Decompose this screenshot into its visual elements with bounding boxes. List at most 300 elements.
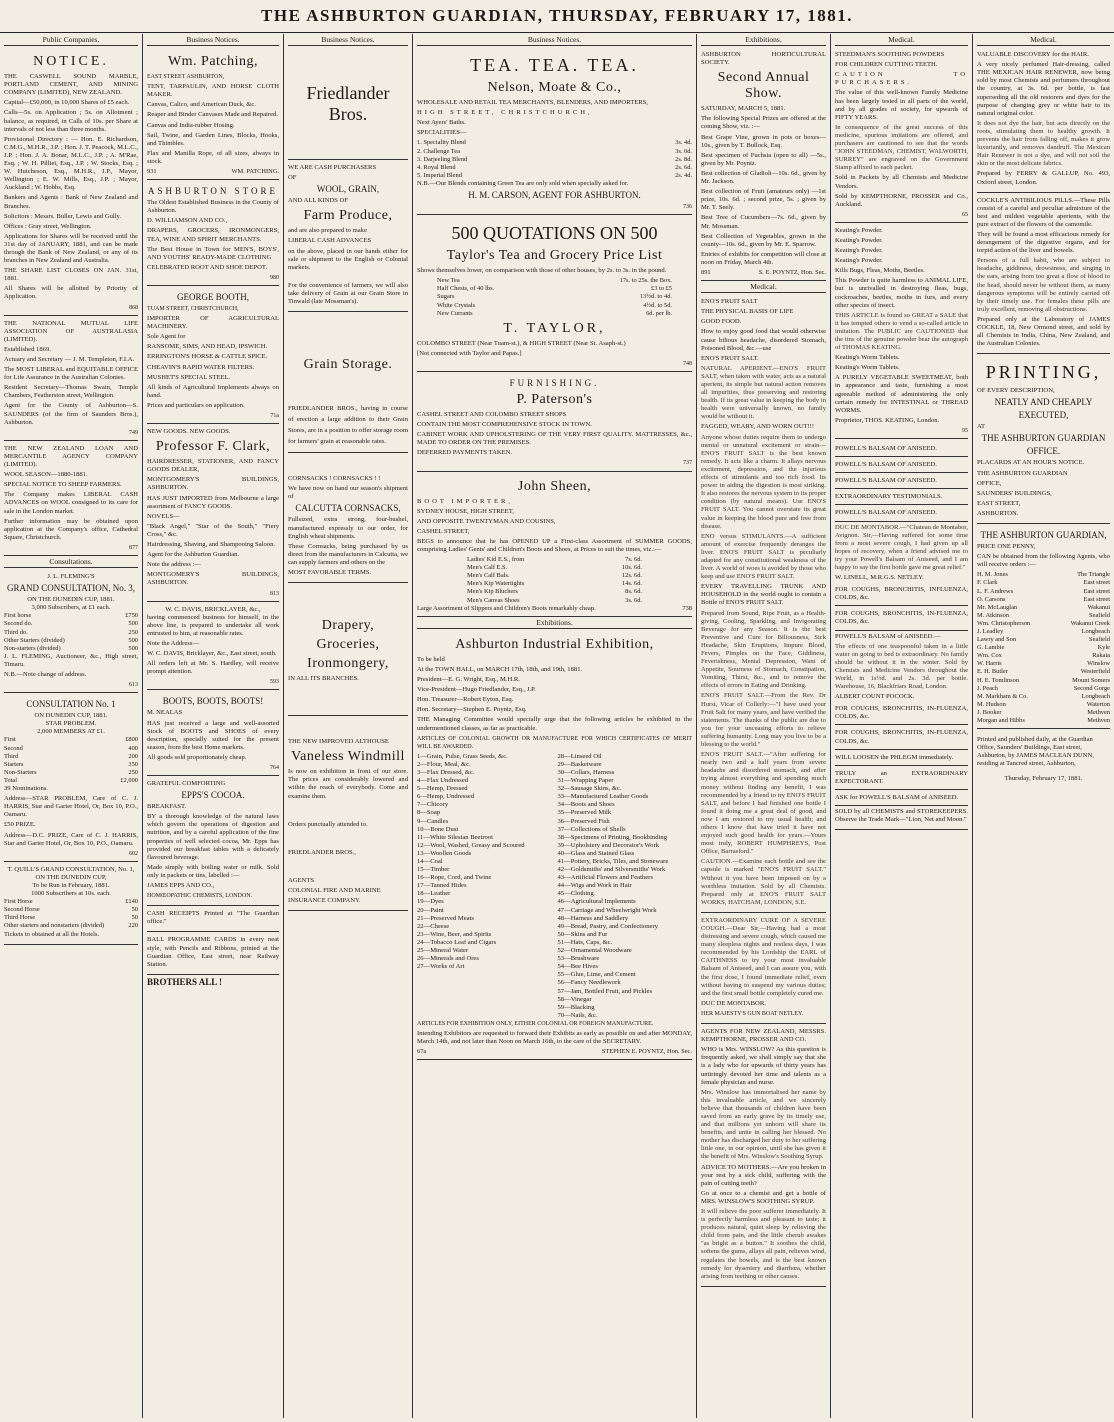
ad-text: SPECIAL NOTICE TO SHEEP FARMERS. bbox=[4, 481, 122, 489]
prize-amount: 50 bbox=[131, 914, 138, 922]
ad-title: John Sheen, bbox=[517, 478, 592, 494]
ad-text: At the TOWN HALL, on MARCH 17th, 18th, and 19th, 1881. bbox=[417, 665, 583, 673]
column-header: Medical. bbox=[977, 36, 1110, 46]
ad-text: ASHBURTON. bbox=[977, 509, 1019, 517]
ad-title: Wm. Patching, bbox=[167, 54, 259, 70]
ad-title: BOOTS, BOOTS, BOOTS! bbox=[162, 696, 264, 707]
price-value: 14s. 6d. bbox=[621, 580, 642, 588]
price-value: 12s. 6d. bbox=[621, 572, 642, 580]
ad-text: We have now on hand our season's shipment of bbox=[288, 485, 408, 501]
list-item: 52—Ornamental Woodware bbox=[557, 947, 632, 955]
list-item: 51—Hats, Caps, &c. bbox=[557, 938, 613, 946]
list-item: 55—Glue, Lime, and Cement bbox=[557, 971, 636, 979]
list-item: 38—Specimens of Printing, Bookbinding bbox=[557, 833, 668, 841]
agents-list bbox=[977, 571, 1110, 725]
ad-text: TUAM STREET, CHRISTCHURCH, bbox=[147, 305, 239, 312]
ad-title: EPPS'S COCOA. bbox=[181, 790, 245, 801]
ad-text: Calls—5s. on Application ; 5s. on Allotment ; balance, as required, in Calls of 10s. per Share at intervals of not less than three months. bbox=[4, 109, 138, 133]
list-item: 21—Preserved Meats bbox=[417, 914, 474, 922]
agent-place: Kyle bbox=[1097, 644, 1110, 652]
agent-name: M. Hudson bbox=[977, 700, 1006, 708]
column-medical-2 bbox=[973, 36, 1114, 1416]
ad-text: All goods sold proportionately cheap. bbox=[147, 753, 247, 761]
ad-title: CONSULTATION No. 1 bbox=[26, 699, 116, 710]
prize-label: Second Horse bbox=[4, 906, 40, 914]
list-item: 1—Grain, Pulse, Grass Seeds, &c. bbox=[417, 752, 508, 760]
ad-text: Prepared only at the Laboratory of JAMES COCKLE, 18, New Ormond street, and sold by all Chemists in India, China, New Zealand, and the Australian Colonies. bbox=[977, 315, 1110, 348]
column-header: Exhibitions. bbox=[701, 36, 826, 46]
ad-text: TENT, TARPAULIN, AND HORSE CLOTH MAKER. bbox=[147, 83, 279, 99]
ad-title: Ironmongery, bbox=[307, 656, 389, 672]
agent-name: J. Leadley bbox=[977, 627, 1004, 635]
prize-label: Total bbox=[4, 776, 18, 784]
agent-name: Wm. Christopherson bbox=[977, 619, 1031, 627]
ad-text: CABINET WORK AND UPHOLSTERING OF THE VERY FIRST QUALITY. MATTRESSES, &c., MADE TO ORDER ON THE PREMISES. bbox=[417, 431, 692, 447]
price-value: 10s. 6d. bbox=[621, 564, 642, 572]
list-item: 56—Fancy Needlework bbox=[557, 979, 621, 987]
ad-text: AND OPPOSITE TWENTYMAN AND COUSINS, bbox=[417, 517, 556, 525]
ad-cash-receipts bbox=[147, 908, 279, 932]
ad-text: ERRINGTON'S HORSE & CATTLE SPICE. bbox=[147, 353, 268, 361]
imprint-text: Printed and published daily, at the Guardian Office, Saunders' Buildings, East street, Ashburton, by JAMES MACLEAN DUNN, residing at Tancred street, Ashburton, bbox=[977, 735, 1094, 767]
ad-title: Keating's Powder. bbox=[835, 257, 883, 265]
agent-place: East street bbox=[1083, 587, 1110, 595]
price-value: 3s. 4d. bbox=[675, 139, 692, 147]
ad-number: 737 bbox=[683, 460, 692, 467]
ad-text: How to enjoy good food that would otherwise cause bilious headache, disordered Stomach, Poisoned Blood, &c.—use bbox=[701, 328, 826, 352]
prize-label: First Horse bbox=[4, 898, 33, 906]
ad-title: ASHBURTON STORE bbox=[148, 186, 278, 197]
ad-title: T. QUILL'S GRAND CONSULTATION, No. 1, bbox=[7, 865, 135, 873]
ad-number: 877 bbox=[129, 544, 138, 551]
price-value: 3s. 6d. bbox=[625, 596, 642, 604]
agent-name: J. Peach bbox=[977, 684, 998, 692]
list-item: 6—Hemp, Undressed bbox=[417, 793, 475, 801]
ad-title: Second Annual Show. bbox=[717, 70, 810, 102]
agent-row bbox=[977, 660, 1110, 668]
ad-text: The Company makes LIBERAL CASH ADVANCES on WOOL consigned to its care for sale in the London market. bbox=[4, 491, 138, 515]
ad-text: To be held bbox=[417, 655, 445, 663]
ad-drapery bbox=[288, 585, 408, 716]
ad-text: N.B.—Note change of address. bbox=[4, 671, 87, 678]
list-item: 54—Bee Hives bbox=[557, 963, 598, 971]
ad-text: To be Run in February, 1881. bbox=[32, 881, 110, 889]
agent-row bbox=[977, 628, 1110, 636]
ad-text: Address—D.C. PRIZE, Care of C. J. HARRIS, Star and Garter Hotel, Or, Box 10, P.O., Oamaru. bbox=[4, 831, 138, 847]
ad-title: T. TAYLOR, bbox=[503, 320, 606, 336]
ad-nelson-moate-tea bbox=[417, 49, 692, 215]
prize-amount: £800 bbox=[125, 736, 138, 744]
ad-title: POWELL'S BALSAM of ANISEED.— bbox=[835, 632, 941, 640]
ad-text: OFFICE. bbox=[1026, 446, 1061, 457]
ad-text: FAGGED, WEARY, AND WORN OUT!!! bbox=[701, 423, 815, 431]
agent-name: Lawry and Son bbox=[977, 636, 1017, 644]
ad-text: N.B.—Our Blends containing Green Tea are only sold when specially asked for. bbox=[417, 179, 629, 187]
prize-label: Other Starters (divided) bbox=[4, 636, 65, 644]
ad-text: Flax and Manilla Rope, of all sizes, always in stock. bbox=[147, 149, 279, 165]
ad-text: NOVELS— bbox=[147, 512, 180, 520]
list-item: 25—Mineral Water bbox=[417, 947, 469, 955]
ad-text: 1000 Subscribers at 10s. each. bbox=[31, 890, 111, 898]
ad-number: 764 bbox=[270, 765, 279, 771]
list-item: 32—Sausage Skins, &c. bbox=[557, 785, 622, 793]
ad-title: Nelson, Moate & Co., bbox=[487, 80, 622, 96]
agent-place: Winslow bbox=[1087, 660, 1110, 668]
price-value: 17s. to 25s. the Box. bbox=[619, 277, 672, 285]
column-public-companies bbox=[0, 36, 142, 1416]
ad-text: J. L. FLEMING, Auctioneer, &c., High street, Timaru. bbox=[4, 652, 138, 668]
ad-text: Orders punctually attended to. bbox=[288, 820, 368, 828]
ad-title: FOR COUGHS, BRONCHITIS, INFLUENZA, COLDS, &c. bbox=[835, 584, 968, 606]
list-item: 17—Tanned Hides bbox=[417, 882, 467, 890]
list-item: 11—White Silesian Beetroot bbox=[417, 833, 493, 841]
ad-text: Agent for the Ashburton Guardian. bbox=[147, 551, 240, 559]
ad-caswell-sound bbox=[4, 49, 138, 316]
price-item: 3. Darjeeling Blend bbox=[417, 155, 468, 163]
ad-title: 500 QUOTATIONS ON 500 bbox=[451, 223, 658, 244]
agent-name: G. Lambie bbox=[977, 644, 1005, 652]
ad-text: IMPORTER OF AGRICULTURAL MACHINERY. bbox=[147, 315, 279, 331]
list-item: 45—Clothing bbox=[557, 890, 594, 898]
price-value: 2s. 6d. bbox=[675, 163, 692, 171]
ad-text: Best specimen of Fuchsia (open to all) —5s., given by Mr. Poyntz. bbox=[701, 151, 826, 167]
price-item: New Tea bbox=[437, 277, 460, 285]
agent-place: East street bbox=[1083, 579, 1110, 587]
ad-text: Go at once to a chemist and get a bottle of MRS. WINSLOW'S SOOTHING SYRUP. bbox=[701, 1189, 826, 1205]
ad-title: TEA. TEA. TEA. bbox=[470, 55, 639, 76]
ad-text: For the convenience of farmers, we will also take delivery of Grain at our Grain Store in Tinwald (late Mossman's). bbox=[288, 281, 408, 306]
ad-text: The Oldest Established Business in the County of Ashburton. bbox=[147, 199, 279, 215]
list-item: 36—Preserved Fish bbox=[557, 817, 610, 825]
ad-text: Sold by KEMPTHORNE, PROSSER and Co., Auckland. bbox=[835, 192, 968, 208]
ad-text: Tickets to obtained at all the Hotels. bbox=[4, 930, 100, 938]
ad-text: ON THE DUNEDIN CUP, 1881. bbox=[27, 596, 115, 604]
ad-text: and are also prepared to make bbox=[288, 227, 367, 235]
ad-text: Solicitors : Messrs. Buller, Lewis and Gully. bbox=[4, 212, 122, 220]
ad-number: 748 bbox=[683, 360, 692, 367]
ad-text: They will be found a most efficacious remedy for derangement of the digestive organs, and for torpid action of the liver and bowels. bbox=[977, 230, 1110, 255]
agent-name: Morgan and Hibbs bbox=[977, 717, 1025, 724]
ad-text: Canvas and India-rubber Hosing. bbox=[147, 121, 235, 129]
price-value: 8s. 6d. bbox=[625, 588, 642, 596]
list-item: 7—Chicory bbox=[417, 801, 449, 809]
ad-title: CORNSACKS ! CORNSACKS ! ! bbox=[288, 475, 381, 483]
prize-label: Second do. bbox=[4, 620, 33, 628]
list-item: 24—Tobacco Leaf and Cigars bbox=[417, 938, 497, 946]
ad-text: Hairdressing, Shaving, and Shampooing Saloon. bbox=[147, 541, 276, 549]
ad-text: President—E. G. Wright, Esq., M.H.R. bbox=[417, 676, 520, 684]
list-item: 42—Goldsmiths' and Silversmiths' Work bbox=[557, 866, 666, 874]
price-item: Men's Calf Bals. bbox=[467, 572, 510, 580]
agent-row bbox=[977, 644, 1110, 652]
ad-number: 95 bbox=[962, 427, 968, 434]
ad-text: 3,000 Subscribers, at £1 each. bbox=[31, 604, 111, 612]
price-item: Men's Kip Watertights bbox=[467, 580, 525, 588]
ad-text: Sole Agent for bbox=[147, 333, 186, 341]
masthead: THE ASHBURTON GUARDIAN, THURSDAY, FEBRUARY 17, 1881. bbox=[0, 0, 1114, 33]
ad-text: H. M. CARSON, AGENT FOR ASHBURTON. bbox=[468, 190, 641, 201]
list-item: 29—Basketware bbox=[557, 760, 602, 768]
list-item: 58—Vinegar bbox=[557, 995, 592, 1003]
ad-title: Friedlander Bros. bbox=[306, 83, 390, 125]
list-item: 40—Glass and Stained Glass bbox=[557, 849, 635, 857]
agent-name: E. H. Butler bbox=[977, 668, 1008, 676]
ad-text: COCKLE'S ANTIBILIOUS PILLS.—These Pills consist of a careful and peculiar admixture of the best and mildest vegetable aperients, with the pure extract of the flowers of the camomile. bbox=[977, 196, 1110, 228]
ad-text: THE NEW IMPROVED ALTHOUSE bbox=[288, 738, 389, 746]
ad-text: ON THE DUNEDIN CUP, bbox=[35, 873, 107, 881]
ad-text: £50 PRIZE. bbox=[4, 821, 36, 829]
prize-amount: £750 bbox=[125, 612, 138, 620]
prize-amount: 220 bbox=[128, 922, 138, 930]
agent-place: Second Gorge bbox=[1073, 684, 1110, 692]
ad-text: Kills Bugs, Fleas, Moths, Beetles. bbox=[835, 267, 925, 275]
ad-signature: W. LINELL, M.R.G.S. NETLEY. bbox=[835, 574, 924, 582]
price-item: Men's Calf E.S. bbox=[467, 564, 508, 572]
agent-row bbox=[977, 701, 1110, 709]
prize-label: Other starters and nonstarters (divided) bbox=[4, 922, 105, 930]
ad-text: MONTGOMERY'S BUILDINGS, ASHBURTON. bbox=[147, 476, 279, 492]
ad-title: FOR COUGHS, BRONCHITIS, IN-FLUENZA, COLDS, &c. bbox=[835, 727, 968, 749]
ad-text: Hon. Secretary—Stephen E. Poyntz, Esq. bbox=[417, 706, 527, 714]
classes-list-a bbox=[417, 753, 552, 1020]
list-item: 14—Coal bbox=[417, 858, 443, 865]
list-item: 4—Flax Undressed bbox=[417, 777, 469, 785]
agent-place: Westerfield bbox=[1080, 668, 1110, 676]
ad-text: LIBERAL CASH ADVANCES bbox=[288, 237, 372, 245]
column-business-notices-3 bbox=[413, 36, 696, 1416]
ad-text: HAS just received a large and well-assorted Stock of BOOTS and SHOES of every description, specially suited for the present season, from the best Home markets. bbox=[147, 719, 279, 751]
ad-signature: S. E. POYNTZ, Hon. Sec. bbox=[758, 268, 826, 276]
agent-place: Seafield bbox=[1089, 636, 1110, 644]
agent-row bbox=[977, 677, 1110, 685]
agent-row bbox=[977, 652, 1110, 660]
prize-amount: 500 bbox=[128, 620, 138, 628]
agent-place: Mount Somers bbox=[1072, 676, 1110, 684]
ad-boots bbox=[147, 692, 279, 776]
ad-text: Hon. Treasurer—Robert Eyton, Esq. bbox=[417, 696, 514, 704]
agent-name: L. F. Andrews bbox=[977, 587, 1014, 595]
agent-name: F. Clark bbox=[977, 579, 998, 587]
ad-wool-grain bbox=[288, 162, 408, 312]
ad-text: Address—STAR PROBLEM, Care of C. J. HARRIS, Star and Garter Hotel, Or, Box 10, P.O., Oamaru. bbox=[4, 795, 138, 819]
list-item: 44—Wigs and Work in Hair bbox=[557, 882, 632, 890]
ad-text: A very nicely perfumed Hair-dressing, called THE MEXICAN HAIR RENEWER, now being sold by most Chemists and perfumers throughout the country, at 3s. 6d. per bottle, is fast superseding all the old restorers and dyes for the purpose of changing grey or white hair to its natural original color. bbox=[977, 61, 1110, 117]
column-business-notices-1 bbox=[143, 36, 283, 1416]
ad-text: M. NEALAS bbox=[147, 709, 183, 717]
ad-text: SYDNEY HOUSE, HIGH STREET, bbox=[417, 507, 514, 515]
ad-text: The MOST LIBERAL and EQUITABLE OFFICE for Life Assurance in the Australian Colonies. bbox=[4, 366, 138, 382]
ad-text: Made simply with boiling water or milk. Sold only in packets or tins, labelled :— bbox=[147, 863, 279, 879]
ad-text: WHOLESALE AND RETAIL TEA MERCHANTS, BLENDERS, AND IMPORTERS, bbox=[417, 99, 648, 107]
agent-row bbox=[977, 620, 1110, 628]
ad-text: GOOD FOOD. bbox=[701, 318, 742, 326]
column-header: Business Notices. bbox=[147, 36, 279, 46]
ad-title: Vaneless Windmill bbox=[291, 749, 405, 765]
ad-number: 65 bbox=[962, 211, 968, 218]
column-header: Exhibitions. bbox=[417, 619, 692, 629]
ad-number: 593 bbox=[270, 679, 279, 686]
list-item: 27—Works of Art bbox=[417, 963, 465, 971]
ad-title: ENO'S FRUIT SALT bbox=[701, 298, 758, 306]
notice-title: NOTICE. bbox=[33, 54, 109, 70]
ad-number: 868 bbox=[129, 304, 138, 311]
prize-amount: 400 bbox=[128, 744, 138, 752]
ad-title: Professor F. Clark, bbox=[155, 439, 271, 455]
agent-row bbox=[977, 668, 1110, 676]
list-item: 37—Collections of Shells bbox=[557, 825, 626, 833]
agent-row bbox=[977, 596, 1110, 604]
ad-text: EXECUTED, bbox=[1018, 410, 1069, 421]
ad-text: PRICE ONE PENNY, bbox=[977, 543, 1036, 551]
agent-name: Mr. McLauglan bbox=[977, 603, 1018, 611]
price-value: £3 to £5 bbox=[651, 285, 672, 293]
ad-mrs-winslow: AGENTS FOR NEW ZEALAND, MESSRS. KEMPTHORNE, PROSSER AND CO. WHO is Mrs. WINSLOW? As this question is frequently asked, we shall simply say that she is a lady who for upwards of thirty years has untiringly devoted her time and talents as a female physician and nurse. Mrs. Winslow has immortalised her name by this invaluable article, and we sincerely believe that thousands of children have been saved from an early grave by its timely use, and that millions yet unborn will share its benefits, and unite in calling her blessed. No mother has discharged her duty to her suffering little one, in our opinion, until she has given it the benefit of Mrs. Winslow's Soothing Syrup. ADVICE TO MOTHERS.—Are you broken in your rest by a sick child, suffering with the pain of cutting teeth? Go at once to a chemist and get a bottle of MRS. WINSLOW'S SOOTHING SYRUP. It will relieve the poor sufferer immediately. It is perfectly harmless and pleasant to taste; it produces natural, quiet sleep by relieving the child from pain, and the little cherub awakes "as bright as a button." It soothes the child, softens the gums, allays all pain, relieves wind, regulates the bowels, and is the best known remedy for dysentery and diarrhœa, whether arising from teething or other causes. bbox=[701, 1026, 826, 1287]
ad-text: COLOMBO STREET (Near Tuam-st.), & HIGH STREET (Near St. Asaph-st.) bbox=[417, 339, 626, 347]
ad-friedlander-banner bbox=[288, 49, 408, 160]
list-item: 57—Jam, Bottled Fruit, and Pickles bbox=[557, 987, 653, 995]
agent-place: East street bbox=[1083, 595, 1110, 603]
list-item: 33—Manufactured Leather Goods bbox=[557, 793, 649, 801]
ad-text: THE ASHBURTON GUARDIAN bbox=[981, 433, 1106, 444]
ad-text: Sail, Twine, and Garden Lines, Blocks, Hooks, and Thimbles. bbox=[147, 131, 279, 147]
ad-text: having commenced business for himself, in the above line, is prepared to undertake all work entrusted to him, at reasonable rates. bbox=[147, 613, 279, 637]
ad-title: Grain Storage. bbox=[303, 357, 393, 373]
agent-row bbox=[977, 604, 1110, 612]
ad-title: Drapery, bbox=[321, 618, 375, 634]
ad-title: EXTRAORDINARY TESTIMONIALS. bbox=[835, 491, 968, 505]
agent-name: M. Atkinson bbox=[977, 611, 1009, 619]
ad-number: 613 bbox=[129, 682, 138, 689]
ad-title: Groceries, bbox=[316, 637, 380, 653]
price-item: 4. Royal Blend bbox=[417, 163, 456, 171]
list-item: 47—Carriage and Wheelwright Work bbox=[557, 906, 657, 914]
ad-professor-clark bbox=[147, 426, 279, 602]
agent-name: M. Markham & Co. bbox=[977, 692, 1028, 700]
prize-label: Starters bbox=[4, 760, 24, 768]
ad-keating-powder: Keating's Powder. Keating's Powder. Keating's Powder. Keating's Powder. Kills Bugs, Fleas, Moths, Beetles. This Powder is quite harmless to ANIMAL LIFE, but is unrivalled in destroying fleas, bugs, cockroaches, beetles, moths in furs, and every other species of insect. THIS ARTICLE is found so GREAT a SALE that it has tempted others to vend a so-called article in imitation. The PUBLIC are CAUTIONED that the tins of the genuine powder bear the autograph of THOMAS KEATING. Keating's Worm Tablets. Keating's Worm Tablets. A PURELY VEGETABLE SWEETMEAT, both in appearance and taste, furnishing a most agreeable method of administering the only certain remedy for INTESTINAL or THREAD WORMS. Proprietor, THOS. KEATING, London. 95 bbox=[835, 225, 968, 439]
price-value: 2s. 4d. bbox=[675, 171, 692, 179]
ad-text: COLONIAL FIRE AND MARINE bbox=[288, 886, 381, 894]
ad-text: "Black Angel," "Star of the South," "Fiery Cross," &c. bbox=[147, 522, 279, 538]
company-name: THE NEW ZEALAND LOAN AND MERCANTILE AGENCY COMPANY (LIMITED). bbox=[4, 444, 138, 469]
ad-signature: STEPHEN E. POYNTZ, Hon. Sec. bbox=[601, 1048, 692, 1056]
ad-text: DEFERRED PAYMENTS TAKEN. bbox=[417, 449, 513, 457]
ad-windmill bbox=[288, 718, 408, 911]
ad-number: 602 bbox=[129, 850, 138, 857]
list-item: 46—Agricultural Implements bbox=[557, 898, 636, 906]
ad-text: Proprietor, THOS. KEATING, London. bbox=[835, 416, 940, 424]
ad-horticultural-show bbox=[701, 49, 826, 281]
agent-name: W. Harris bbox=[977, 660, 1002, 668]
ad-fleming-consultation bbox=[4, 571, 138, 693]
ad-text: MOST FAVORABLE TERMS. bbox=[288, 568, 372, 576]
ad-text: INSURANCE COMPANY. bbox=[288, 897, 361, 904]
ad-industrial-exhibition bbox=[417, 632, 692, 1060]
ad-steedman: STEEDMAN'S SOOTHING POWDERS FOR CHILDREN CUTTING TEETH. CAUTION TO PURCHASERS. The value of this well-known Family Medicine has been largely tested in all parts of the world, and by all grades of society, for upwards of FIFTY YEARS. In consequence of the great success of this medicine, spurious imitations are offered, and purchasers are cautioned to see that the words "JOHN STEEDMAN, CHEMIST, WALWORTH, SURREY" are engraved on the Government Stamp affixed to each packet. Sold in Packets by all Chemists and Medicine Vendors. Sold by KEMPTHORNE, PROSSER and Co., Auckland. 65 bbox=[835, 49, 968, 223]
price-item: 2. Challenge Tea bbox=[417, 147, 460, 155]
ad-patching bbox=[147, 49, 279, 180]
list-item: 13—Woollen Goods bbox=[417, 849, 472, 857]
list-item: 50—Skins and Fur bbox=[557, 930, 608, 938]
ad-title: Keating's Powder. bbox=[835, 226, 883, 234]
ad-text: GRATEFUL COMFORTING bbox=[147, 780, 226, 788]
ad-text: 39 Nominations. bbox=[4, 785, 48, 793]
ad-text: Applications for Shares will be received until the 31st day of JANUARY, 1881, and can be made through the Bank of New Zealand, or any of its branches in New Zealand and Australia. bbox=[4, 232, 138, 265]
agent-place: Longbeach bbox=[1081, 692, 1110, 700]
ad-text: The following Special Prizes are offered at the coming Show, viz. :— bbox=[701, 115, 826, 131]
ad-text: THE Managing Committee would specially urge that the following articles be exhibited in the undermentioned classes, as far as practicable. bbox=[417, 716, 692, 732]
ad-text: CALCUTTA CORNSACKS, bbox=[295, 503, 401, 514]
ad-text: Is now on exhibition in front of our store. The prices are considerably lowered and within the reach of everybody. Come and examine them. bbox=[288, 768, 408, 800]
ad-title: Farm Produce, bbox=[303, 208, 393, 224]
ad-number: 891 bbox=[701, 268, 711, 276]
ad-text: A PURELY VEGETABLE SWEETMEAT, both in appearance and taste, furnishing a most agreeable method of administering the only certain remedy for INTESTINAL or THREAD WORMS. bbox=[835, 374, 968, 414]
ad-text: All kinds of Agricultural Implements always on hand. bbox=[147, 383, 279, 399]
ad-text: ENO'S FRUIT SALT. bbox=[701, 354, 759, 362]
agent-name: H. M. Jones bbox=[977, 571, 1008, 579]
prize-label: Third bbox=[4, 752, 19, 760]
agent-name: J. Booker bbox=[977, 708, 1002, 716]
price-item: 5. Imperial Blend bbox=[417, 171, 462, 179]
ad-text: THE ASHBURTON GUARDIAN bbox=[977, 469, 1068, 477]
ad-text: Further information may be obtained upon application at the Company's office, Cathedral Square, Christchurch. bbox=[4, 517, 138, 541]
ad-epps-cocoa bbox=[147, 778, 279, 906]
price-value: 6d. per lb. bbox=[646, 309, 672, 317]
ad-text: CONTAIN THE MOST COMPREHENSIVE STOCK IN TOWN. bbox=[417, 421, 592, 429]
ad-text: DRAPERS, GROCERS, IRONMONGERS, TEA, WINE AND SPIRIT MERCHANTS. bbox=[147, 227, 279, 243]
ad-text: IN ALL ITS BRANCHES. bbox=[288, 675, 359, 683]
list-item: 19—Dyes bbox=[417, 898, 444, 906]
agent-place: Methven bbox=[1087, 708, 1110, 716]
column-header: Medical. bbox=[835, 36, 968, 46]
ad-title: Keating's Worm Tablets. bbox=[835, 364, 900, 372]
ad-text: NEW GOODS. NEW GOODS. bbox=[147, 428, 231, 436]
ad-text: EVERY TRAVELLING TRUNK AND HOUSEHOLD in the world ought to contain a Bottle of ENO'S FRUIT SALT. bbox=[701, 583, 826, 607]
list-item: 15—Timber bbox=[417, 866, 450, 874]
ad-text: AGENTS FOR NEW ZEALAND, MESSRS. KEMPTHORNE, PROSSER AND CO. bbox=[701, 1028, 826, 1044]
prize-label: First horse bbox=[4, 612, 32, 620]
ad-text: 2,000 MEMBERS AT £1. bbox=[37, 728, 105, 736]
ad-wc-davis bbox=[147, 604, 279, 691]
ad-printing bbox=[977, 356, 1110, 524]
ad-powell-balsam: POWELL'S BALSAM OF ANISEED. POWELL'S BALSAM OF ANISEED. POWELL'S BALSAM OF ANISEED. EXTRAORDINARY TESTIMONIALS. POWELL'S BALSAM OF ANISEED. DUC DE MONTABOR.—"Chateau de Montabor, Avignon. Sir,—Having suffered for some time from a most severe cough, I had given up all hopes of recovery, when a friend advised me to try your Powell's Balsam of Aniseed, and I am happy to say the first bottle gave me great relief." W. LINELL, M.R.G.S. NETLEY. FOR COUGHS, BRONCHITIS, INFLUENZA, COLDS, &c. FOR COUGHS, BRONCHITIS, IN-FLUENZA, COLDS, &c. POWELL'S BALSAM of ANISEED.— The effects of one teaspoonful taken in a little water on going to bed is extraordinary. No family should be without it in the winter. Sold by Chemists and Medicine Vendors throughout the World, in 1s½d. and 2s. 3d. per bottle. Warehouse, 16, Blackfriars Road, London. ALBERT COUNT POCOCK. FOR COUGHS, BRONCHITIS, IN-FLUENZA, COLDS, &c. FOR COUGHS, BRONCHITIS, IN-FLUENZA, COLDS, &c. WILL LOOSEN the PHLEGM immediately. TRULY an EXTRAORDINARY EXPECTORANT. ASK for POWELL'S BALSAM of ANISEED. SOLD by all CHEMISTS and STOREKEEPERS. Observe the Trade Mark—"Lion, Net and Moon." bbox=[835, 441, 968, 830]
ad-title: ASK for POWELL'S BALSAM of ANISEED. bbox=[835, 792, 968, 806]
ad-number: 980 bbox=[270, 274, 279, 281]
list-item: 30—Collars, Harness bbox=[557, 768, 615, 776]
ad-text: Shows themselves lower, on comparison with those of other houses, by 2s. to 3s. in the pound. bbox=[417, 267, 667, 275]
exhibition-classes bbox=[417, 753, 692, 1020]
price-item: Sugars bbox=[437, 293, 455, 301]
ad-text: CASHEL STREET, bbox=[417, 527, 470, 535]
ad-text: Canvas, Calico, and American Duck, &c. bbox=[147, 101, 256, 109]
ad-text: FRIEDLANDER BROS., bbox=[288, 848, 356, 856]
ad-text: THE PHYSICAL BASIS OF LIFE bbox=[701, 308, 794, 316]
ad-text: SPECIALITIES— bbox=[417, 129, 467, 137]
list-item: 43—Artificial Flowers and Feathers bbox=[557, 874, 653, 882]
ad-text: Reaper and Binder Canvases Made and Repaired. bbox=[147, 111, 278, 119]
ad-text: FRIEDLANDER BROS., having in course of erection a large addition to their Grain Stores, are in a position to offer storage room for farmers' grain at reasonable rates. bbox=[288, 405, 408, 446]
ad-nz-loan bbox=[4, 443, 138, 556]
ad-text: OF bbox=[288, 174, 297, 182]
ad-title: FOR COUGHS, BRONCHITIS, IN-FLUENZA, COLDS, &c. bbox=[835, 608, 968, 630]
prize-amount: 500 bbox=[128, 636, 138, 644]
ad-mexican-hair-renewer: VALUABLE DISCOVERY for the HAIR. A very nicely perfumed Hair-dressing, called THE MEXICAN HAIR RENEWER, now being sold by most Chemists and perfumers throughout the country, at 3s. 6d. per bottle, is fast superseding all the old restorers and dyes for the purpose of changing grey or white hair to its natural original color. It does not dye the hair, but acts directly on the roots, stimulating them to healthy growth. It prevents the hair from falling off, makes it grow luxuriantly, and removes dandruff. The Mexican Hair Renewer is not a dye, and will not soil the skin or the most delicate fabrics. Prepared by FERRY & GALLUP, No. 493, Oxford street, London. bbox=[977, 49, 1110, 193]
ad-title: STEEDMAN'S SOOTHING POWDERS bbox=[835, 51, 945, 59]
agent-place: Methven bbox=[1087, 717, 1110, 724]
ad-text: HAS JUST IMPORTED from Melbourne a large assortment of FANCY GOODS. bbox=[147, 494, 279, 510]
ad-text: J. L. FLEMING'S bbox=[47, 573, 95, 581]
agent-row bbox=[977, 685, 1110, 693]
